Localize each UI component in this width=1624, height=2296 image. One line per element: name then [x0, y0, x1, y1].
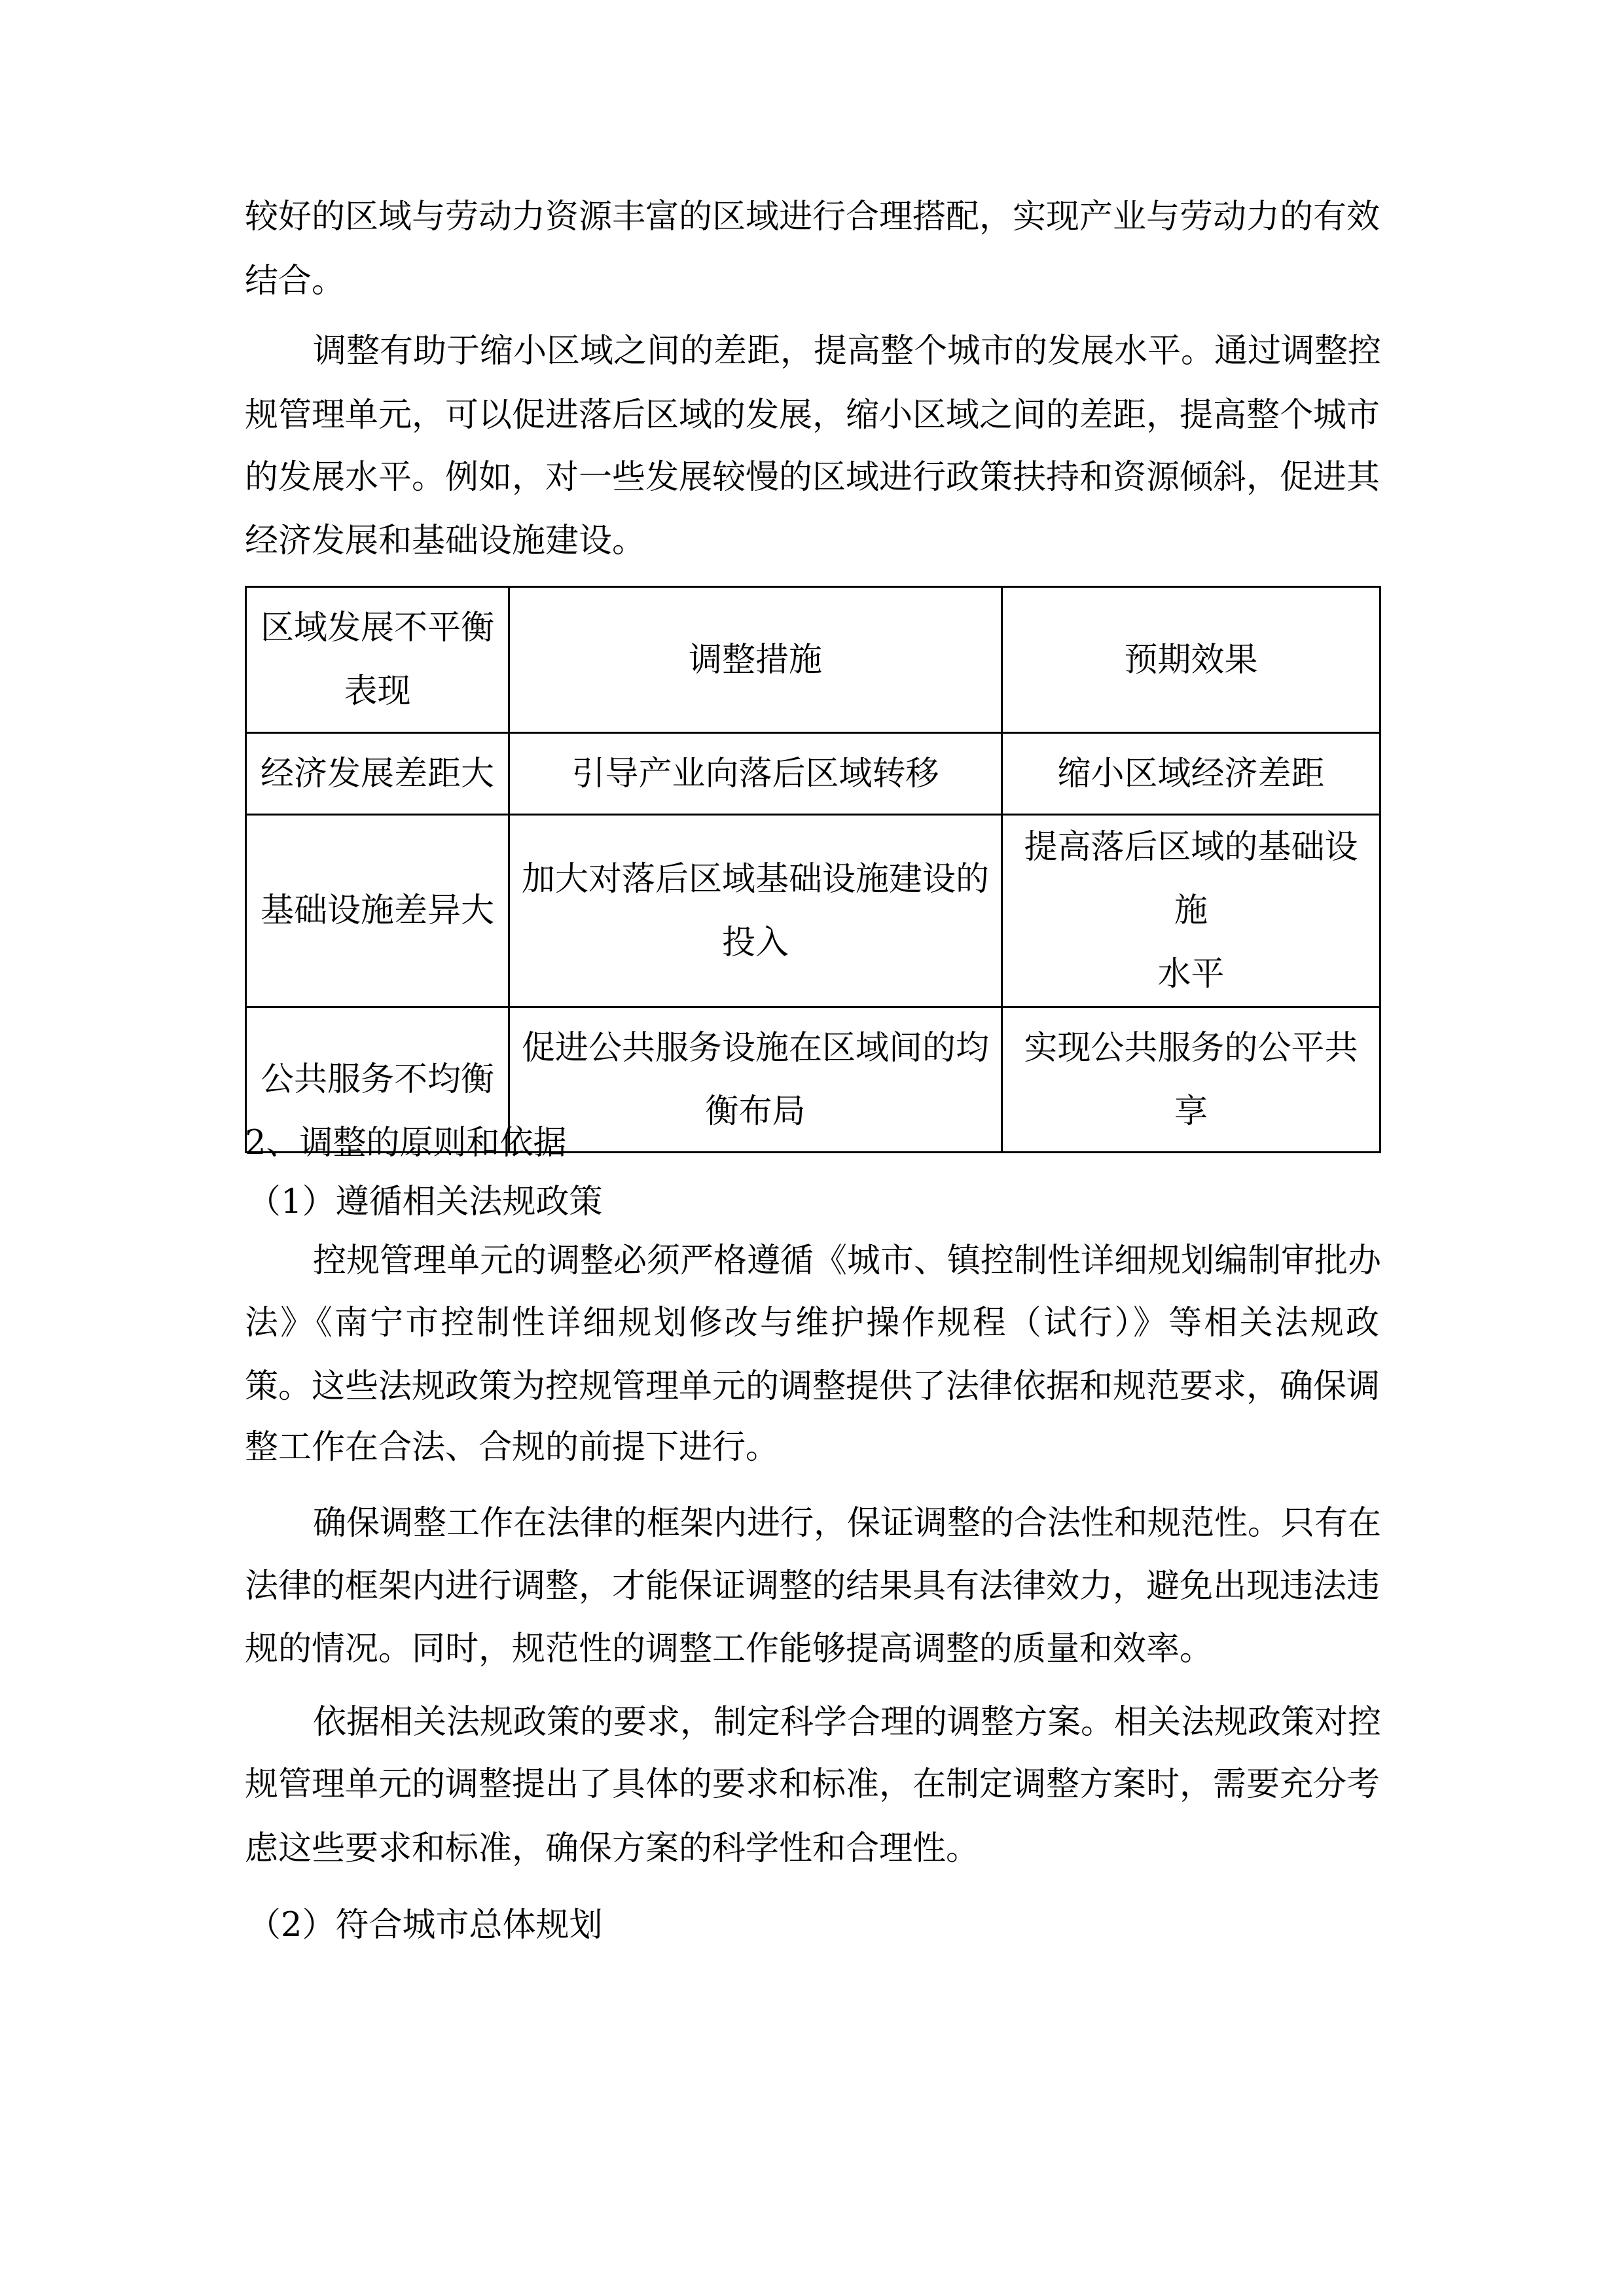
paragraph-line: 虑这些要求和标准，确保方案的科学性和合理性。 [245, 1829, 980, 1868]
table-cell-issue [246, 815, 509, 1007]
table-cell-effect [1002, 1007, 1380, 1153]
paragraph-line: 经济发展和基础设施建设。 [245, 522, 646, 560]
paragraph-line: 法》《南宁市控制性详细规划修改与维护操作规程（试行）》等相关法规政 [245, 1304, 1379, 1342]
header-issue-line-1: 区域发展不平衡 [260, 609, 494, 647]
table-header-cell [1002, 587, 1380, 733]
paragraph-line: 调整有助于缩小区域之间的差距，提高整个城市的发展水平。通过调整控 [313, 332, 1382, 370]
cell-text: 衡布局 [705, 1092, 806, 1131]
cell-text: 投入 [721, 923, 789, 962]
paragraph-line: 确保调整工作在法律的框架内进行，保证调整的合法性和规范性。只有在 [313, 1504, 1382, 1543]
paragraph-line: 规的情况。同时，规范性的调整工作能够提高调整的质量和效率。 [245, 1630, 1214, 1668]
paragraph-line: 规管理单元的调整提出了具体的要求和标准，在制定调整方案时，需要充分考 [245, 1765, 1380, 1804]
table-cell-issue [246, 733, 509, 815]
paragraph-line: 法律的框架内进行调整，才能保证调整的结果具有法律效力，避免出现违法违 [245, 1567, 1380, 1605]
table-header-cell [509, 587, 1002, 733]
table-header-row [246, 587, 1380, 733]
table-cell-effect [1002, 733, 1380, 815]
cell-text: 实现公共服务的公平共享 [1024, 1028, 1358, 1131]
cell-text: 水平 [1157, 955, 1225, 994]
table-cell-effect [1002, 815, 1380, 1007]
subsection-heading: （2）符合城市总体规划 [247, 1906, 603, 1945]
paragraph-line: 控规管理单元的调整必须严格遵循《城市、镇控制性详细规划编制审批办 [313, 1242, 1382, 1280]
cell-text: 促进公共服务设施在区域间的均 [521, 1028, 989, 1067]
table-row [246, 815, 1380, 1007]
cell-text: 基础设施差异大 [260, 891, 494, 930]
table-row [246, 733, 1380, 815]
paragraph-line: 整工作在合法、合规的前提下进行。 [245, 1428, 780, 1467]
regional-imbalance-table [245, 586, 1381, 1153]
table-cell-measure [509, 815, 1002, 1007]
paragraph-line: 较好的区域与劳动力资源丰富的区域进行合理搭配，实现产业与劳动力的有效 [245, 198, 1380, 236]
table-cell-measure [509, 1007, 1002, 1153]
header-issue-line-2: 表现 [344, 672, 411, 711]
paragraph-line: 依据相关法规政策的要求，制定科学合理的调整方案。相关法规政策对控 [313, 1703, 1382, 1742]
header-measure: 调整措施 [688, 640, 822, 679]
cell-text: 经济发展差距大 [260, 754, 494, 793]
cell-text: 加大对落后区域基础设施建设的 [521, 859, 989, 899]
header-effect: 预期效果 [1124, 640, 1258, 679]
paragraph-line: 的发展水平。例如，对一些发展较慢的区域进行政策扶持和资源倾斜，促进其 [245, 458, 1380, 497]
section-heading: 2、调整的原则和依据 [245, 1124, 567, 1162]
paragraph-line: 规管理单元，可以促进落后区域的发展，缩小区域之间的差距，提高整个城市 [245, 396, 1380, 435]
cell-text: 引导产业向落后区域转移 [571, 754, 939, 793]
cell-text: 公共服务不均衡 [260, 1060, 494, 1099]
cell-text: 提高落后区域的基础设施 [1024, 828, 1358, 930]
cell-text: 缩小区域经济差距 [1057, 754, 1325, 793]
paragraph-line: 策。这些法规政策为控规管理单元的调整提供了法律依据和规范要求，确保调 [245, 1367, 1380, 1406]
table-cell-measure [509, 733, 1002, 815]
paragraph-line: 结合。 [245, 262, 346, 300]
subsection-heading: （1）遵循相关法规政策 [247, 1183, 603, 1221]
table-header-cell [246, 587, 509, 733]
